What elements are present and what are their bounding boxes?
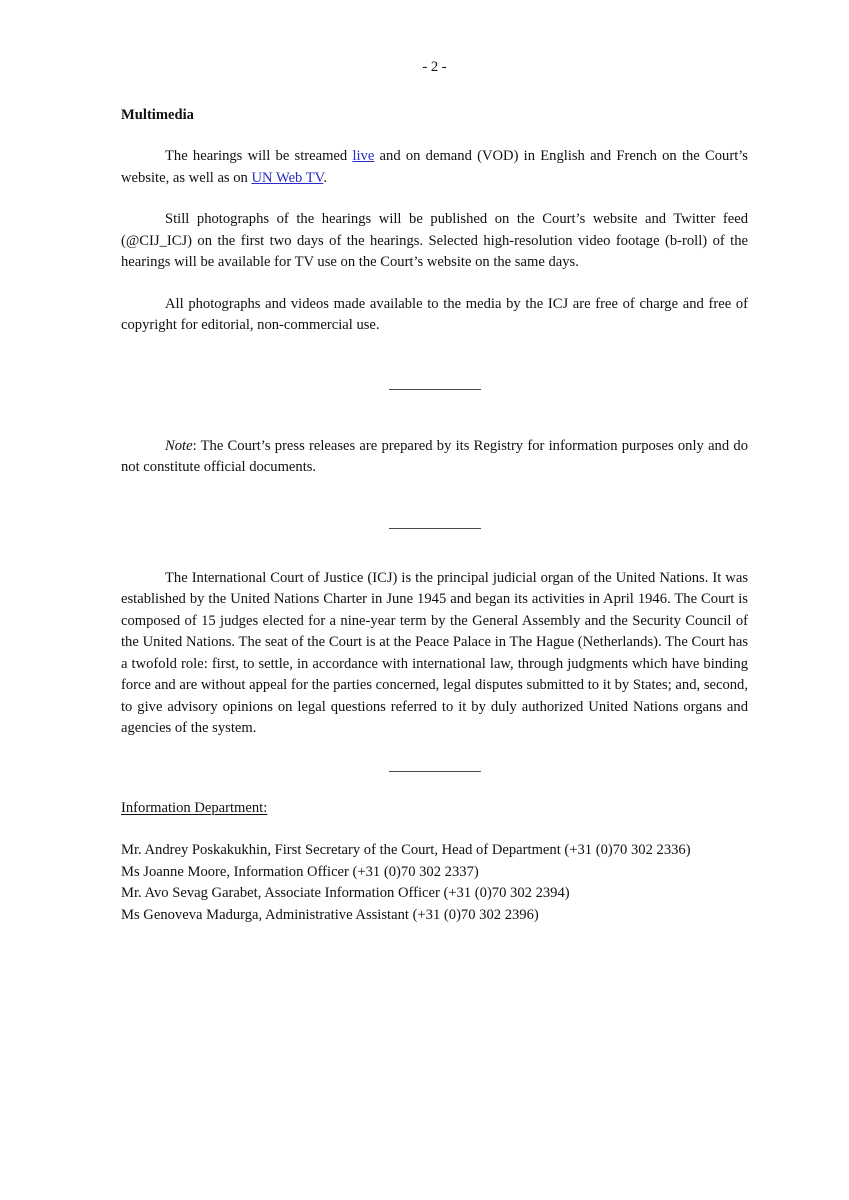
paragraph-about-icj: The International Court of Justice (ICJ) is the principal judicial organ of the United Nations. It was established by the United Nations Charter in June 1945 and began its activities in April 1946. The Court is composed of 15 judges elected for a nine-year term by the General Assembly and the Security Council of the United Nations. The seat of the Court is at the Peace Palace in The Hague (Netherlands). The Court has a twofold role: first, to settle, in accordance with international law, through judgments which have binding force and are without appeal for the parties concerned, legal disputes submitted to it by States; and, second, to give advisory opinions on legal questions referred to it by duly authorized United Nations organs and agencies of the system. — [121, 569, 748, 736]
contact-line: Mr. Avo Sevag Garabet, Associate Information Officer (+31 (0)70 302 2394) — [121, 885, 570, 901]
text-segment: The hearings will be streamed — [165, 148, 353, 164]
contact-line: Mr. Andrey Poskakukhin, First Secretary of the Court, Head of Department (+31 (0)70 302 2336) — [121, 842, 691, 858]
section-divider — [389, 528, 481, 529]
paragraph-photographs: Still photographs of the hearings will be published on the Court’s website and Twitter feed (@CIJ_ICJ) on the first two days of the hearings. Selected high-resolution video footage (b-roll) of the hearings will be available for TV use on the Court’s website on the same days. — [121, 211, 748, 270]
paragraph-free-of-charge: All photographs and videos made available to the media by the ICJ are free of charge and free of copyright for editorial, non-commercial use. — [121, 295, 748, 333]
multimedia-heading: Multimedia — [121, 106, 194, 123]
information-department-heading: Information Department: — [121, 799, 268, 816]
text-segment: and on demand (VOD) in English and French on the Court’s website, as well as on — [121, 148, 748, 186]
italic-text: Note — [165, 437, 193, 454]
contact-line: Ms Genoveva Madurga, Administrative Assistant (+31 (0)70 302 2396) — [121, 906, 539, 923]
un-web-tv-link[interactable]: UN Web TV — [251, 169, 324, 186]
live-link[interactable]: live — [352, 148, 375, 164]
section-divider — [389, 389, 481, 390]
paragraph-note — [121, 436, 748, 479]
contact-line: Ms Joanne Moore, Information Officer (+31 (0)70 302 2337) — [121, 863, 479, 880]
page-number: - 2 - — [422, 59, 447, 75]
text-segment: : The Court’s press releases are prepared by its Registry for information purposes only and do not constitute official documents. — [121, 437, 748, 475]
section-divider — [389, 771, 481, 772]
paragraph-streaming — [121, 146, 748, 189]
text-segment: . — [323, 169, 327, 186]
contacts-list — [121, 840, 748, 926]
